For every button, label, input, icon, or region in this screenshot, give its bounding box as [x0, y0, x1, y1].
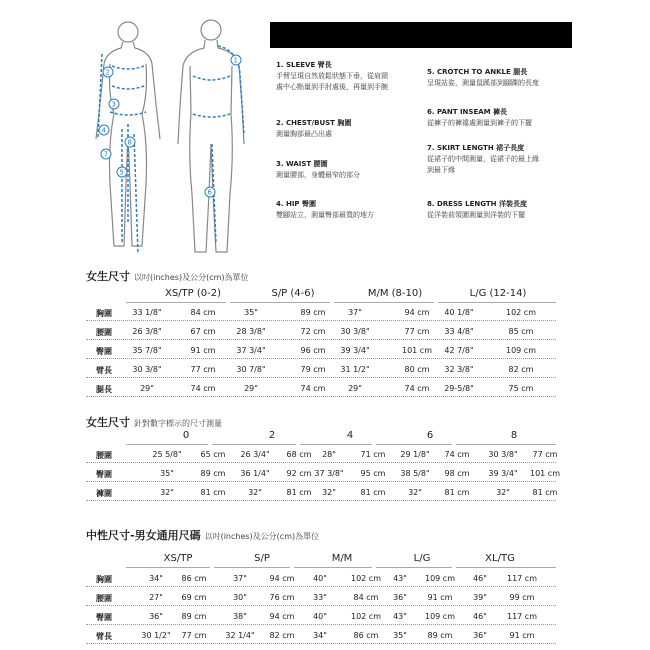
table-cell: 37": [348, 308, 362, 317]
row-label: 胸圍: [96, 575, 112, 584]
row-rule: [86, 500, 556, 501]
table-cell: 32": [408, 488, 422, 497]
table-cell: 38": [233, 612, 247, 621]
header-rule: [456, 444, 556, 445]
table-cell: 34": [149, 574, 163, 583]
svg-text:5: 5: [119, 168, 124, 177]
row-rule: [86, 605, 556, 606]
row-label: 腰圍: [96, 594, 112, 603]
table-cell: 91 cm: [509, 631, 535, 640]
table-cell: 30 3/8": [132, 365, 162, 374]
row-label: 褲圍: [96, 489, 112, 498]
row-rule: [86, 396, 556, 397]
table-cell: 85 cm: [508, 327, 534, 336]
table-cell: 84 cm: [353, 593, 379, 602]
size-header: M/M: [331, 553, 353, 564]
table-cell: 38 5/8": [400, 469, 430, 478]
table-cell: 30": [233, 593, 247, 602]
table-cell: 74 cm: [300, 384, 326, 393]
women-numeric-title: 女生尺寸 針對數字標示的尺寸測量: [86, 416, 222, 429]
size-header: 0: [182, 430, 190, 441]
table-cell: 101 cm: [529, 469, 560, 478]
table-cell: 98 cm: [444, 469, 470, 478]
table-cell: 77 cm: [532, 450, 558, 459]
table-cell: 33": [313, 593, 327, 602]
table-cell: 69 cm: [181, 593, 207, 602]
row-label: 臂長: [96, 632, 112, 641]
table-cell: 101 cm: [401, 346, 432, 355]
table-cell: 89 cm: [300, 308, 326, 317]
table-cell: 86 cm: [353, 631, 379, 640]
table-cell: 86 cm: [181, 574, 207, 583]
table-cell: 117 cm: [506, 574, 537, 583]
table-cell: 32": [496, 488, 510, 497]
table-cell: 91 cm: [190, 346, 216, 355]
table-cell: 35 7/8": [132, 346, 162, 355]
table-cell: 95 cm: [360, 469, 386, 478]
svg-text:6: 6: [207, 188, 212, 197]
row-rule: [86, 339, 556, 340]
table-cell: 29": [140, 384, 154, 393]
row-label: 臂長: [96, 366, 112, 375]
table-cell: 46": [473, 574, 487, 583]
row-label: 胸圍: [96, 309, 112, 318]
table-cell: 77 cm: [190, 365, 216, 374]
guide-item-sleeve: 1. SLEEVE 臂長 手臂呈現自然放鬆狀態下垂，從肩頸 處中心點量到手肘處後，再量到手腕: [276, 61, 388, 91]
header-rule: [126, 567, 210, 568]
table-cell: 33 4/8": [444, 327, 474, 336]
table-cell: 39 3/4": [340, 346, 370, 355]
size-header: 6: [426, 430, 434, 441]
header-rule: [126, 444, 208, 445]
guide-item-chest: 2. CHEST/BUST 胸圍 測量胸部最凸出處: [276, 119, 352, 138]
size-header: 8: [510, 430, 518, 441]
table-cell: 99 cm: [509, 593, 535, 602]
table-cell: 72 cm: [300, 327, 326, 336]
table-cell: 117 cm: [506, 612, 537, 621]
table-cell: 34": [313, 631, 327, 640]
table-cell: 36": [149, 612, 163, 621]
table-cell: 89 cm: [181, 612, 207, 621]
table-cell: 77 cm: [404, 327, 430, 336]
guide-item-hip: 4. HIP 臀圍 雙腳站立，測量臀部最寬的地方: [276, 200, 374, 219]
table-cell: 79 cm: [300, 365, 326, 374]
header-rule: [126, 302, 226, 303]
svg-text:3: 3: [111, 100, 116, 109]
header-rule: [376, 444, 452, 445]
table-cell: 80 cm: [404, 365, 430, 374]
table-cell: 35": [160, 469, 174, 478]
table-cell: 81 cm: [286, 488, 312, 497]
table-cell: 32 1/4": [225, 631, 255, 640]
table-cell: 92 cm: [286, 469, 312, 478]
table-cell: 42 7/8": [444, 346, 474, 355]
row-label: 腿長: [96, 385, 112, 394]
table-cell: 26 3/8": [132, 327, 162, 336]
table-cell: 102 cm: [350, 612, 381, 621]
size-header: XS/TP: [163, 553, 193, 564]
table-cell: 65 cm: [200, 450, 226, 459]
table-cell: 40 1/8": [444, 308, 474, 317]
table-cell: 28 3/8": [236, 327, 266, 336]
table-cell: 74 cm: [444, 450, 470, 459]
row-label: 臀圍: [96, 347, 112, 356]
table-cell: 27": [149, 593, 163, 602]
row-label: 臀圍: [96, 613, 112, 622]
table-cell: 32": [322, 488, 336, 497]
table-cell: 33 1/8": [132, 308, 162, 317]
row-rule: [86, 320, 556, 321]
header-rule: [438, 302, 556, 303]
header-rule: [300, 444, 372, 445]
size-header: M/M (8-10): [367, 288, 423, 299]
table-cell: 30 3/8": [488, 450, 518, 459]
header-bar: [270, 22, 572, 48]
table-cell: 29": [244, 384, 258, 393]
header-rule: [456, 567, 556, 568]
table-cell: 26 3/4": [240, 450, 270, 459]
table-cell: 74 cm: [190, 384, 216, 393]
table-cell: 35": [393, 631, 407, 640]
guide-item-inseam: 6. PANT INSEAM 褲長 從褲子的褲襠處測量到褲子的下擺: [427, 108, 532, 127]
table-cell: 81 cm: [360, 488, 386, 497]
table-cell: 37 3/4": [236, 346, 266, 355]
table-cell: 43": [393, 612, 407, 621]
svg-text:2: 2: [105, 68, 110, 77]
table-cell: 36": [393, 593, 407, 602]
svg-text:1: 1: [233, 56, 238, 65]
table-cell: 40": [313, 574, 327, 583]
table-cell: 25 5/8": [152, 450, 182, 459]
size-header: 2: [268, 430, 276, 441]
table-cell: 67 cm: [190, 327, 216, 336]
table-cell: 89 cm: [427, 631, 453, 640]
size-header: L/G: [413, 553, 431, 564]
table-cell: 102 cm: [350, 574, 381, 583]
table-cell: 75 cm: [508, 384, 534, 393]
table-cell: 109 cm: [505, 346, 536, 355]
svg-text:7: 7: [103, 150, 108, 159]
table-cell: 31 1/2": [340, 365, 370, 374]
table-cell: 30 1/2": [141, 631, 171, 640]
table-cell: 29 1/8": [400, 450, 430, 459]
guide-item-waist: 3. WAIST 腰圍 測量腰部，身體最窄的部分: [276, 160, 360, 179]
size-header: S/P (4-6): [271, 288, 315, 299]
table-cell: 32": [160, 488, 174, 497]
table-cell: 102 cm: [505, 308, 536, 317]
guide-item-dress: 8. DRESS LENGTH 洋裝長度 從洋裝前領圍測量到洋裝的下擺: [427, 200, 527, 219]
table-cell: 82 cm: [508, 365, 534, 374]
unisex-title: 中性尺寸-男女通用尺碼 以吋(inches)及公分(cm)為單位: [86, 529, 320, 542]
header-rule: [230, 302, 330, 303]
table-cell: 94 cm: [269, 612, 295, 621]
table-cell: 35": [244, 308, 258, 317]
table-cell: 32": [248, 488, 262, 497]
table-cell: 40": [313, 612, 327, 621]
size-header: XL/TG: [485, 553, 515, 564]
table-cell: 39": [473, 593, 487, 602]
table-cell: 109 cm: [424, 574, 455, 583]
guide-item-skirt: 7. SKIRT LENGTH 裙子長度 從裙子的中間測量，從裙子的最上緣 到最下緣: [427, 144, 539, 174]
row-rule: [86, 481, 556, 482]
header-rule: [376, 567, 452, 568]
table-cell: 81 cm: [532, 488, 558, 497]
guide-item-crotch: 5. CROTCH TO ANKLE 腿長 呈現站姿，測量鼠蹊部到腳踝的長度: [427, 68, 539, 87]
women-numeric-note: 針對數字標示的尺寸測量: [134, 419, 222, 428]
table-cell: 89 cm: [200, 469, 226, 478]
size-header: S/P: [254, 553, 270, 564]
svg-text:8: 8: [127, 138, 132, 147]
size-header: 4: [346, 430, 354, 441]
row-rule: [86, 643, 556, 644]
unisex-note: 以吋(inches)及公分(cm)為單位: [204, 532, 320, 541]
women-letter-note: 以吋(inches)及公分(cm)為單位: [134, 273, 249, 282]
table-cell: 94 cm: [269, 574, 295, 583]
table-cell: 82 cm: [269, 631, 295, 640]
svg-text:4: 4: [101, 126, 106, 135]
table-cell: 39 3/4": [488, 469, 518, 478]
size-header: XS/TP (0-2): [164, 288, 222, 299]
table-cell: 29": [348, 384, 362, 393]
header-rule: [294, 567, 372, 568]
table-cell: 74 cm: [404, 384, 430, 393]
women-letter-title: 女生尺寸 以吋(inches)及公分(cm)為單位: [86, 270, 249, 283]
row-rule: [86, 377, 556, 378]
table-cell: 37 3/8": [314, 469, 344, 478]
table-cell: 77 cm: [181, 631, 207, 640]
table-cell: 109 cm: [424, 612, 455, 621]
table-cell: 36 1/4": [240, 469, 270, 478]
table-cell: 94 cm: [404, 308, 430, 317]
row-label: 臀圍: [96, 470, 112, 479]
table-cell: 43": [393, 574, 407, 583]
table-cell: 68 cm: [286, 450, 312, 459]
row-rule: [86, 586, 556, 587]
table-cell: 81 cm: [444, 488, 470, 497]
row-rule: [86, 462, 556, 463]
table-cell: 30 7/8": [236, 365, 266, 374]
header-rule: [334, 302, 434, 303]
table-cell: 37": [233, 574, 247, 583]
table-cell: 84 cm: [190, 308, 216, 317]
table-cell: 32 3/8": [444, 365, 474, 374]
table-cell: 91 cm: [427, 593, 453, 602]
header-rule: [212, 444, 296, 445]
table-cell: 71 cm: [360, 450, 386, 459]
table-cell: 76 cm: [269, 593, 295, 602]
table-cell: 81 cm: [200, 488, 226, 497]
row-rule: [86, 358, 556, 359]
table-cell: 96 cm: [300, 346, 326, 355]
table-cell: 36": [473, 631, 487, 640]
row-label: 腰圍: [96, 451, 112, 460]
body-measurement-figures: [88, 14, 258, 262]
table-cell: 30 3/8": [340, 327, 370, 336]
row-label: 腰圍: [96, 328, 112, 337]
table-cell: 29-5/8": [444, 384, 474, 393]
size-header: L/G (12-14): [469, 288, 527, 299]
table-cell: 46": [473, 612, 487, 621]
table-cell: 28": [322, 450, 336, 459]
row-rule: [86, 624, 556, 625]
header-rule: [214, 567, 290, 568]
